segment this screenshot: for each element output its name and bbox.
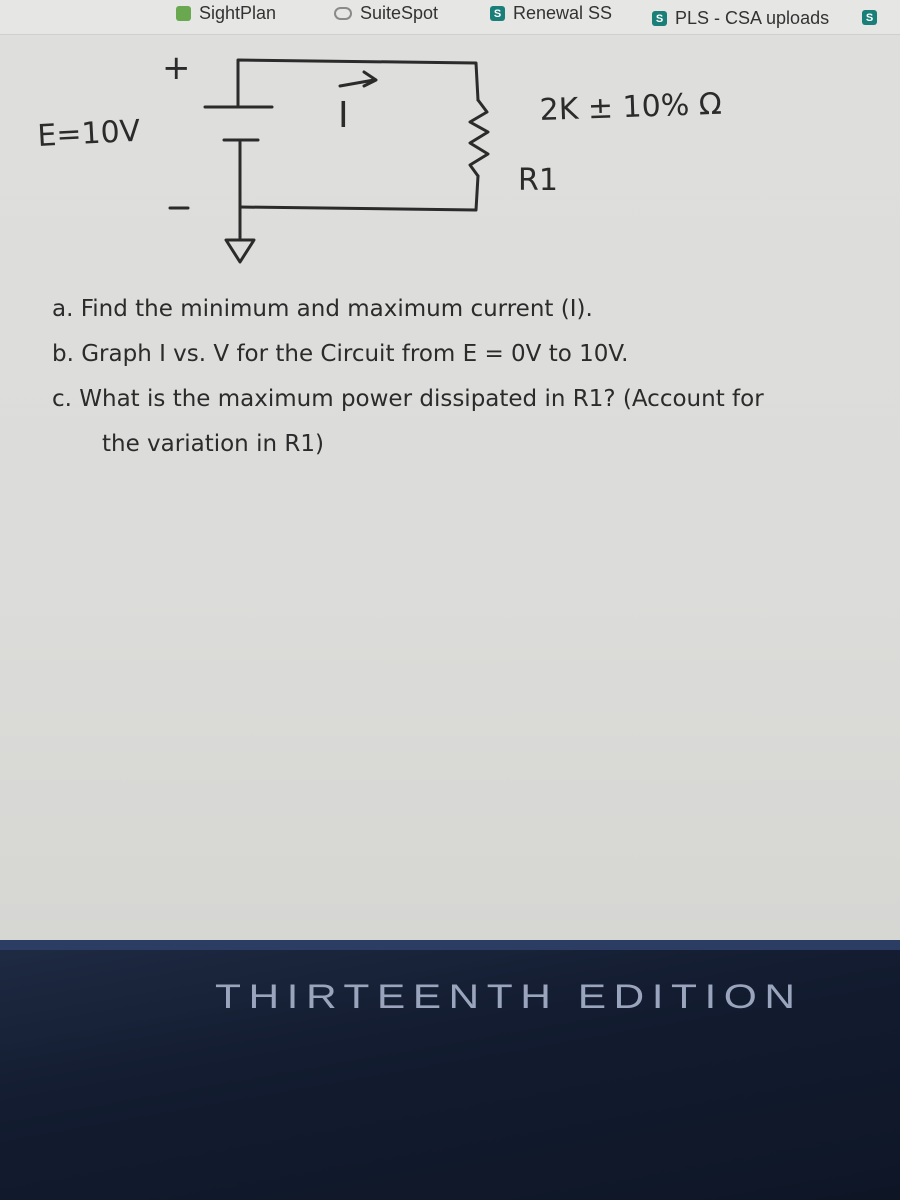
question-c-line1: c. What is the maximum power dissipated in R1? (Account for — [52, 386, 764, 412]
bookmark-label: PLS - CSA uploads — [675, 8, 830, 28]
question-c-line2: the variation in R1) — [102, 431, 324, 457]
bookmark-label: SightPlan — [199, 3, 277, 23]
cover-band — [0, 940, 900, 950]
edition-text: THIRTEENTH EDITION — [215, 978, 803, 1016]
resistor-r1 — [470, 100, 488, 176]
sharepoint-icon: S — [490, 6, 505, 21]
bottom-wire — [240, 176, 478, 210]
textbook-cover — [0, 940, 900, 1200]
question-a: a. Find the minimum and maximum current (I). — [52, 296, 593, 322]
question-list — [52, 287, 882, 467]
bookmark-label: SuiteSpot — [360, 3, 439, 23]
top-wire — [238, 60, 478, 100]
cloud-icon — [334, 7, 352, 20]
question-c — [52, 377, 882, 467]
resistor-value: 2K ± 10% Ω — [539, 86, 723, 128]
bookmark-sightplan[interactable] — [176, 3, 276, 24]
question-b: b. Graph I vs. V for the Circuit from E = 0V to 10V. — [52, 341, 629, 367]
bookmark-suitespot[interactable] — [334, 3, 438, 24]
bookmark-pls-csa-uploads[interactable] — [652, 8, 829, 29]
bookmark-label: Renewal SS — [513, 3, 613, 23]
sharepoint-icon: S — [652, 11, 667, 26]
sightplan-icon: ■ — [176, 6, 191, 21]
bookmark-renewal-ss[interactable] — [490, 3, 612, 24]
bookmark-more[interactable] — [862, 10, 885, 25]
bookmarks-bar — [0, 0, 900, 35]
current-label: I — [338, 95, 349, 136]
plus-sign: + — [162, 48, 191, 88]
circuit-diagram — [0, 35, 900, 285]
ground-symbol — [226, 240, 254, 262]
current-arrow — [340, 72, 376, 86]
resistor-name: R1 — [518, 163, 558, 198]
source-label: E=10V — [36, 113, 142, 154]
sharepoint-icon: S — [862, 10, 877, 25]
